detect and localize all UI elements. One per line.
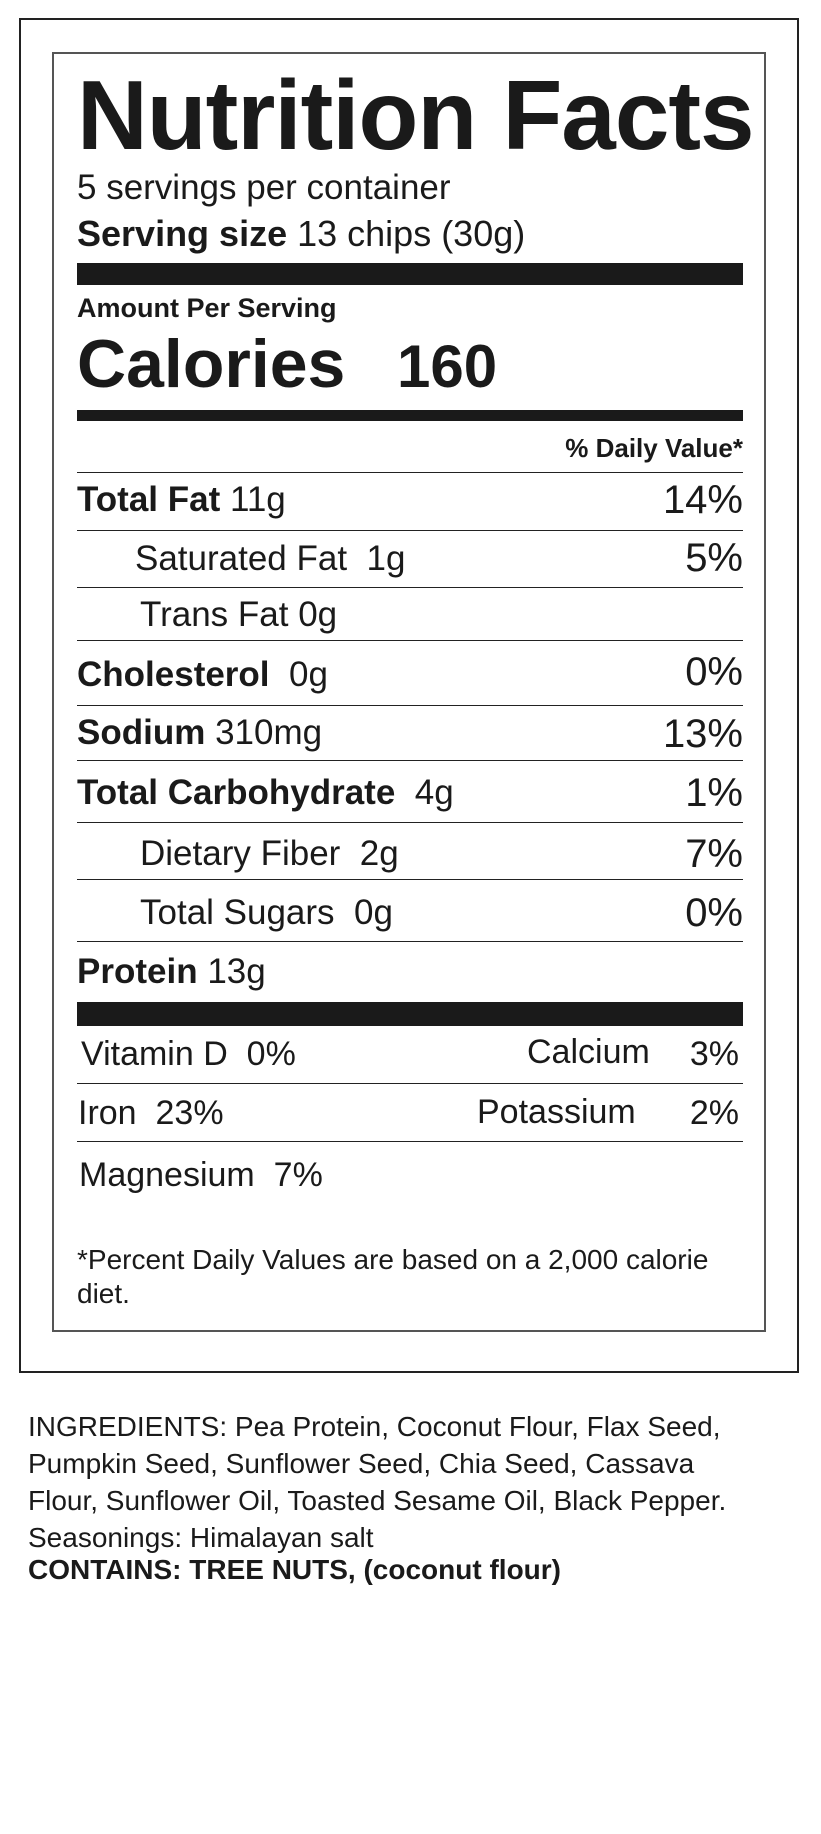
nutrient-name: Trans Fat bbox=[140, 595, 289, 634]
row-divider bbox=[77, 822, 743, 823]
allergen-statement: CONTAINS: TREE NUTS, (coconut flour) bbox=[28, 1554, 561, 1585]
calories-label: Calories bbox=[77, 326, 346, 402]
nutrient-dv: 1% bbox=[685, 771, 743, 815]
vitamin-name: Vitamin D bbox=[81, 1035, 228, 1073]
row-divider bbox=[77, 1083, 743, 1084]
nutrient-amount: 1g bbox=[366, 539, 406, 578]
nutrient-saturated-fat bbox=[135, 541, 405, 576]
vitamin-name: Potassium bbox=[477, 1093, 636, 1131]
nutrient-name: Cholesterol bbox=[77, 655, 270, 694]
vitamin-value: 3% bbox=[689, 1035, 739, 1073]
ingredients-text: INGREDIENTS: Pea Protein, Coconut Flour, Flax Seed, Pumpkin Seed, Sunflower Seed, Chia Seed, Cassava Flour, Sunflower Oil, Toasted Sesame Oil, Black Pepper. Seasonings: Himalayan salt bbox=[28, 1411, 727, 1553]
vitamin-name: Calcium bbox=[527, 1033, 650, 1071]
nutrient-dv: 13% bbox=[662, 712, 743, 756]
iron bbox=[78, 1096, 224, 1130]
nutrient-name: Protein bbox=[77, 952, 198, 991]
row-divider bbox=[77, 705, 743, 706]
nutrient-total-carbohydrate bbox=[77, 775, 454, 810]
medium-divider bbox=[77, 410, 743, 421]
vitamin-value: 7% bbox=[273, 1156, 323, 1194]
nutrient-amount: 11g bbox=[229, 480, 286, 519]
nutrient-name: Dietary Fiber bbox=[140, 834, 341, 873]
thick-divider bbox=[77, 1002, 743, 1026]
nutrient-amount: 13g bbox=[207, 952, 266, 991]
nutrient-amount: 0g bbox=[289, 655, 328, 694]
nutrient-amount: 2g bbox=[359, 834, 399, 873]
vitamin-value: 23% bbox=[155, 1094, 224, 1132]
nutrient-sodium bbox=[77, 715, 322, 750]
serving-size bbox=[77, 213, 526, 254]
nutrient-name: Total Fat bbox=[77, 480, 221, 519]
amount-per-serving: Amount Per Serving bbox=[77, 293, 337, 323]
nutrient-dv: 5% bbox=[685, 536, 743, 580]
nutrient-total-sugars bbox=[140, 895, 393, 930]
vitamin-value: 0% bbox=[246, 1035, 296, 1073]
row-divider bbox=[77, 760, 743, 761]
nutrient-protein bbox=[77, 954, 266, 989]
nutrient-name: Sodium bbox=[77, 713, 206, 752]
nutrient-dv: 7% bbox=[685, 832, 743, 876]
row-divider bbox=[77, 1141, 743, 1142]
nutrition-facts-title: Nutrition Facts bbox=[77, 60, 754, 170]
row-divider bbox=[77, 941, 743, 942]
vitamin-name: Iron bbox=[78, 1094, 137, 1132]
serving-size-label: Serving size bbox=[77, 213, 288, 254]
nutrient-amount: 0g bbox=[298, 595, 338, 634]
nutrient-dietary-fiber bbox=[140, 836, 399, 871]
calories-value: 160 bbox=[397, 333, 498, 400]
vitamin-value: 2% bbox=[689, 1094, 739, 1132]
vitamin-name: Magnesium bbox=[79, 1156, 255, 1194]
nutrient-cholesterol bbox=[77, 657, 328, 692]
nutrient-dv: 14% bbox=[662, 478, 743, 522]
daily-value-header: % Daily Value* bbox=[565, 433, 743, 463]
nutrient-name: Total Sugars bbox=[140, 893, 335, 932]
row-divider bbox=[77, 587, 743, 588]
row-divider bbox=[77, 879, 743, 880]
servings-per-container: 5 servings per container bbox=[77, 168, 451, 207]
nutrient-name: Total Carbohydrate bbox=[77, 773, 396, 812]
nutrient-dv: 0% bbox=[685, 650, 743, 694]
nutrient-amount: 0g bbox=[354, 893, 393, 932]
row-divider bbox=[77, 640, 743, 641]
thick-divider bbox=[77, 263, 743, 285]
nutrient-name: Saturated Fat bbox=[135, 539, 348, 578]
nutrient-trans-fat bbox=[140, 597, 337, 632]
nutrient-amount: 4g bbox=[414, 773, 454, 812]
row-divider bbox=[77, 472, 743, 473]
nutrient-dv: 0% bbox=[685, 891, 743, 935]
vitamin-d bbox=[81, 1037, 296, 1071]
nutrient-amount: 310mg bbox=[215, 713, 323, 752]
daily-value-footnote: *Percent Daily Values are based on a 2,000 calorie diet. bbox=[77, 1244, 709, 1309]
row-divider bbox=[77, 530, 743, 531]
serving-size-value: 13 chips (30g) bbox=[297, 213, 526, 254]
nutrient-total-fat bbox=[77, 482, 286, 517]
magnesium bbox=[79, 1158, 323, 1192]
